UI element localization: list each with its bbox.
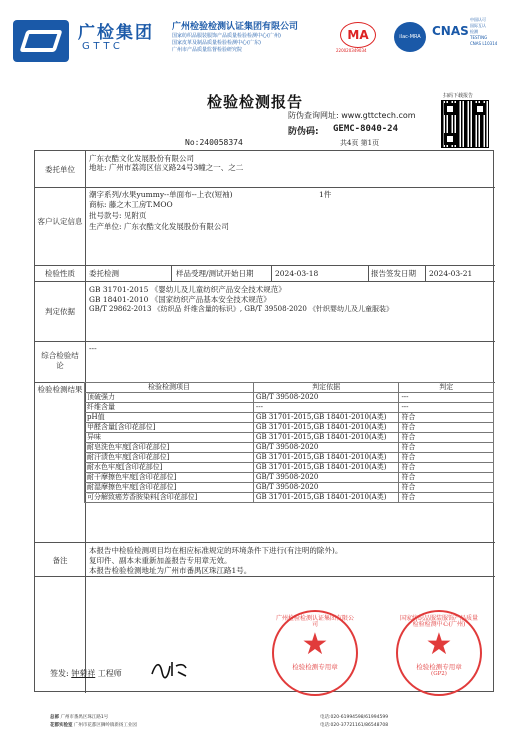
results-row <box>85 393 494 403</box>
brand-name-en: GTTC <box>82 41 124 52</box>
result-item: 甲醛含量[含印花部位] <box>85 423 254 433</box>
results-row <box>85 483 494 493</box>
results-row <box>85 403 494 413</box>
result-basis: GB 31701-2015,GB 18401-2010(A类) <box>253 453 399 463</box>
sample-date: 2024-03-18 <box>275 269 319 278</box>
client-confirm-label: 客户认定信息 <box>37 217 83 226</box>
result-verdict: 符合 <box>399 473 494 483</box>
brand-name: 广检集团 <box>78 23 154 43</box>
result-basis: GB/T 39508-2020 <box>253 443 399 453</box>
sample-date-label: 样品受理/测试开始日期 <box>176 269 254 278</box>
inspection-seal-1 <box>272 610 358 696</box>
star-icon: ★ <box>425 627 453 662</box>
remark-3: 本报告检验检测地址为广州市番禺区珠江路1号。 <box>89 566 252 575</box>
results-row <box>85 423 494 433</box>
result-basis: GB/T 39508-2020 <box>253 473 399 483</box>
org-name: 广州检验检测认证集团有限公司 <box>172 22 299 32</box>
footer-hq: 总部 广州市番禺区珠江路1号 <box>50 715 109 720</box>
result-verdict: 符合 <box>399 443 494 453</box>
result-item: 纤维含量 <box>85 403 254 413</box>
result-basis: GB 31701-2015,GB 18401-2010(A类) <box>253 423 399 433</box>
anti-fake-code-label: 防伪码: <box>288 127 319 137</box>
footer-hq-tel: 电话:020-61994598/61994599 <box>320 715 389 720</box>
result-item: 耐干摩擦色牢度[含印花部位] <box>85 473 254 483</box>
results-label: 检验检测结果 <box>37 385 83 394</box>
basis-label: 判定依据 <box>45 307 75 316</box>
anti-fake-code: GEMC-8040-24 <box>333 124 399 134</box>
remark-2: 复印件、副本未重新加盖报告专用章无效。 <box>89 556 232 565</box>
result-item: 耐皂洗色牢度[含印花部位] <box>85 443 254 453</box>
result-verdict: 符合 <box>399 463 494 473</box>
seal-code: (GP2) <box>431 671 447 677</box>
ilac-logo: ilac-MRA <box>394 22 426 52</box>
result-basis: GB/T 39508-2020 <box>253 393 399 403</box>
signer-role: 工程师 <box>97 669 122 678</box>
results-row <box>85 433 494 443</box>
seal-name: 检验检测专用章 <box>416 663 462 671</box>
client-address: 地址: 广州市荔湾区信义路24号3幢之一、之二 <box>89 163 244 172</box>
results-col-basis: 判定依据 <box>253 383 399 393</box>
product-qty: 1件 <box>319 190 332 199</box>
result-basis: --- <box>253 403 399 413</box>
results-row <box>85 493 494 503</box>
results-row <box>85 463 494 473</box>
qr-code[interactable] <box>441 100 489 148</box>
result-item: 顶破强力 <box>85 393 254 403</box>
result-verdict: 符合 <box>399 413 494 423</box>
basis-line-1: GB 31701-2015 《婴幼儿及儿童纺织产品安全技术规范》 <box>89 285 286 294</box>
results-row <box>85 443 494 453</box>
product-line: 潮字系列/水果yummy--单面布--上衣(短袖) <box>89 190 233 199</box>
client-label: 委托单位 <box>45 165 75 174</box>
org-line-1: 国家纺织品服装服饰产品质量检验检测中心(广州) <box>172 33 281 39</box>
report-title: 检验检测报告 <box>207 93 304 111</box>
result-item: 耐湿摩擦色牢度[含印花部位] <box>85 483 254 493</box>
anti-fake-url: 防伪查询网址: www.gttctech.com <box>288 111 416 120</box>
basis-line-2: GB 18401-2010 《国家纺织产品基本安全技术规范》 <box>89 295 271 304</box>
result-verdict: 符合 <box>399 433 494 443</box>
trademark: 商标: 藤之木工房T.MOO <box>89 200 173 209</box>
result-item: 耐水色牢度[含印花部位] <box>85 463 254 473</box>
result-item: 耐汗渍色牢度[含印花部位] <box>85 453 254 463</box>
issue-date-label: 报告签发日期 <box>371 269 416 278</box>
maker: 生产单位: 广东衣酷文化发展股份有限公司 <box>89 222 229 231</box>
issue-date: 2024-03-21 <box>429 269 473 278</box>
results-header-row <box>85 383 494 393</box>
result-verdict: --- <box>399 393 494 403</box>
result-item: 异味 <box>85 433 254 443</box>
result-verdict: 符合 <box>399 453 494 463</box>
client-name: 广东衣酷文化发展股份有限公司 <box>89 154 194 163</box>
seal-arc-text: 国家纺织品服装服饰产品质量检验检测中心(广州) <box>399 615 478 628</box>
cma-logo: MA <box>340 22 376 48</box>
report-number: No:240058374 <box>185 138 243 147</box>
org-line-2: 国家皮革及制品质量检验检测中心(广东) <box>172 40 261 46</box>
gttc-logo <box>13 20 69 62</box>
result-verdict: 符合 <box>399 423 494 433</box>
signer-name: 钟菊祥 <box>71 669 96 678</box>
qr-label: 扫码下载报告 <box>443 93 474 99</box>
seal-name: 检验检测专用章 <box>292 663 338 671</box>
inspection-seal-2 <box>396 610 482 696</box>
star-icon: ★ <box>301 627 329 662</box>
handwritten-signature <box>150 658 190 684</box>
results-row <box>85 473 494 483</box>
result-verdict: --- <box>399 403 494 413</box>
seal-arc-text: 广州检验检测认证集团有限公司 <box>275 615 354 628</box>
result-verdict: 符合 <box>399 493 494 503</box>
results-row <box>85 413 494 423</box>
inspection-nature-label: 检验性质 <box>45 269 75 278</box>
result-basis: GB 31701-2015,GB 18401-2010(A类) <box>253 493 399 503</box>
results-col-item: 检验检测项目 <box>85 383 254 393</box>
results-table <box>84 382 494 503</box>
batch: 批号款号: 见附页 <box>89 211 147 220</box>
org-line-3: 广州市产品质量监督检验研究院 <box>172 47 243 53</box>
result-basis: GB 31701-2015,GB 18401-2010(A类) <box>253 413 399 423</box>
signature-label: 签发: <box>50 669 69 678</box>
basis-line-3: GB/T 29862-2013 《纺织品 纤维含量的标识》, GB/T 39508-2020 《针织婴幼儿及儿童服装》 <box>89 305 393 313</box>
result-item: 可分解致癌芳香胺染料[含印花部位] <box>85 493 254 503</box>
result-basis: GB/T 39508-2020 <box>253 483 399 493</box>
footer-lab-tel: 电话:020-37721161/86548708 <box>320 723 389 728</box>
result-verdict: 符合 <box>399 483 494 493</box>
cnas-info: 中国认可 国际互认 检测 TESTING CNAS L10314 <box>470 17 498 46</box>
conclusion: --- <box>89 344 97 353</box>
results-row <box>85 453 494 463</box>
result-item: pH值 <box>85 413 254 423</box>
page-count: 共4页 第1页 <box>340 139 380 147</box>
remarks-label: 备注 <box>52 556 68 565</box>
cma-number: 220020349034 <box>336 48 367 53</box>
signature-block <box>50 668 122 679</box>
result-basis: GB 31701-2015,GB 18401-2010(A类) <box>253 463 399 473</box>
remark-1: 本报告中检验检测项目均在相应标准规定的环境条件下进行(有注明的除外)。 <box>89 546 343 555</box>
cnas-logo: CNAS <box>432 24 469 38</box>
inspection-nature: 委托检测 <box>89 269 119 278</box>
results-col-verdict: 判定 <box>399 383 494 393</box>
conclusion-label: 综合检验结论 <box>41 351 79 370</box>
result-basis: GB 31701-2015,GB 18401-2010(A类) <box>253 433 399 443</box>
footer-lab: 花都实验室 广州市花都区狮岭镇新扬工业园 <box>50 723 137 728</box>
